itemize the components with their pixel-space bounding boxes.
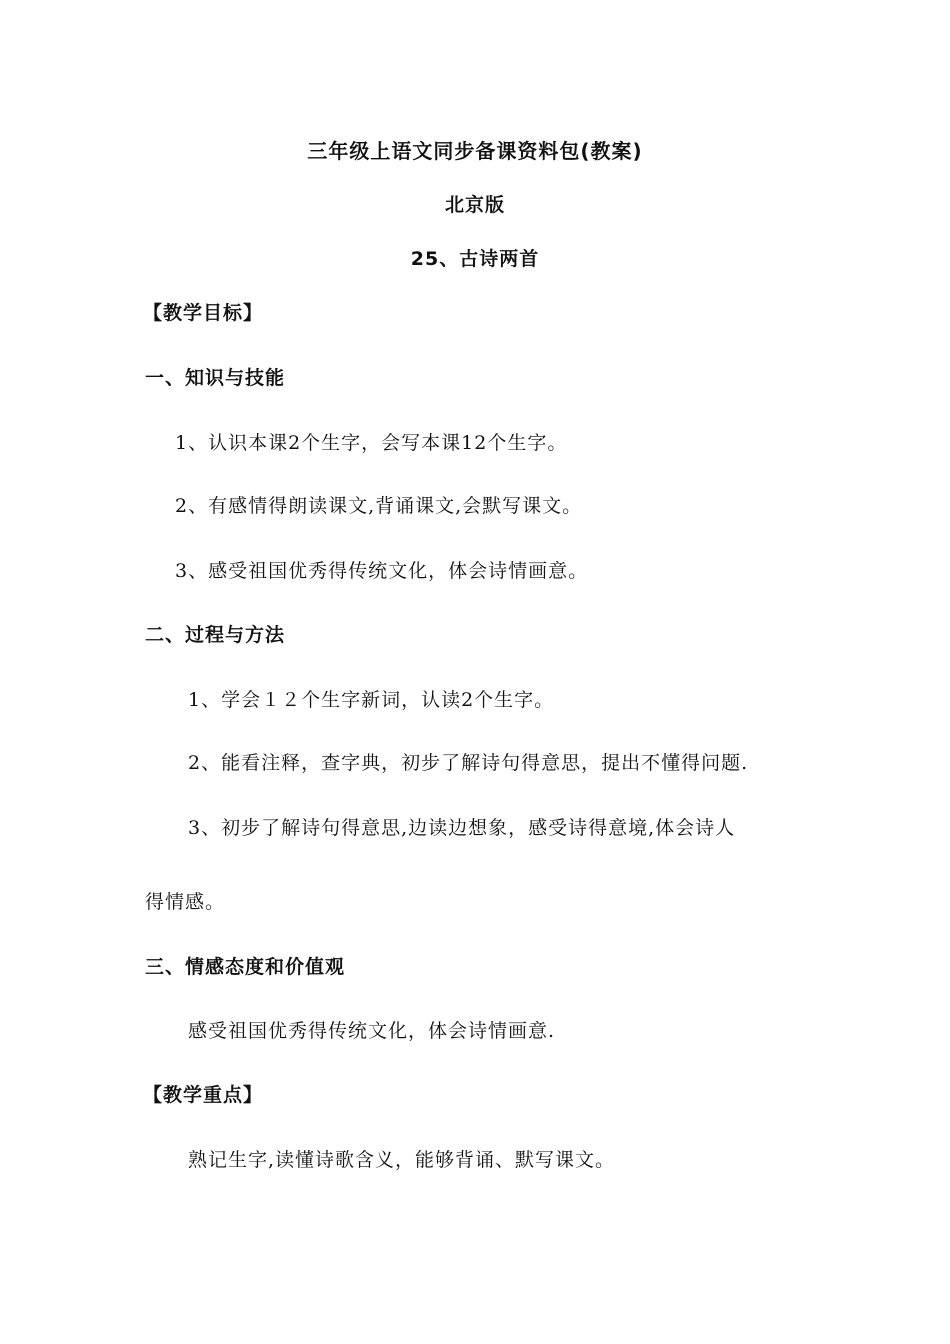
process-item-2: 2、能看注释，查字典，初步了解诗句得意思，提出不懂得问题.	[188, 752, 749, 774]
lesson-title: 25、古诗两首	[410, 248, 540, 270]
process-heading: 二、过程与方法	[145, 624, 286, 646]
knowledge-heading: 一、知识与技能	[145, 367, 286, 389]
knowledge-item-2: 2、有感情得朗读课文,背诵课文,会默写课文。	[175, 495, 583, 517]
knowledge-item-3: 3、感受祖国优秀得传统文化，体会诗情画意。	[175, 560, 589, 582]
knowledge-item-1: 1、认识本课2个生字，会写本课12个生字。	[175, 432, 568, 454]
objectives-heading: 【教学目标】	[143, 302, 264, 324]
edition-subtitle: 北京版	[444, 194, 505, 216]
key-points-text: 熟记生字,读懂诗歌含义，能够背诵、默写课文。	[188, 1149, 616, 1171]
attitude-text: 感受祖国优秀得传统文化，体会诗情画意.	[188, 1020, 556, 1042]
attitude-heading: 三、情感态度和价值观	[145, 956, 346, 978]
key-points-heading: 【教学重点】	[143, 1084, 264, 1106]
process-item-3: 3、初步了解诗句得意思,边读边想象，感受诗得意境,体会诗人	[188, 817, 736, 839]
process-item-3-continuation: 得情感。	[145, 891, 226, 913]
process-item-1: 1、学会１２个生字新词，认读2个生字。	[188, 689, 555, 711]
document-title: 三年级上语文同步备课资料包(教案)	[307, 139, 643, 163]
